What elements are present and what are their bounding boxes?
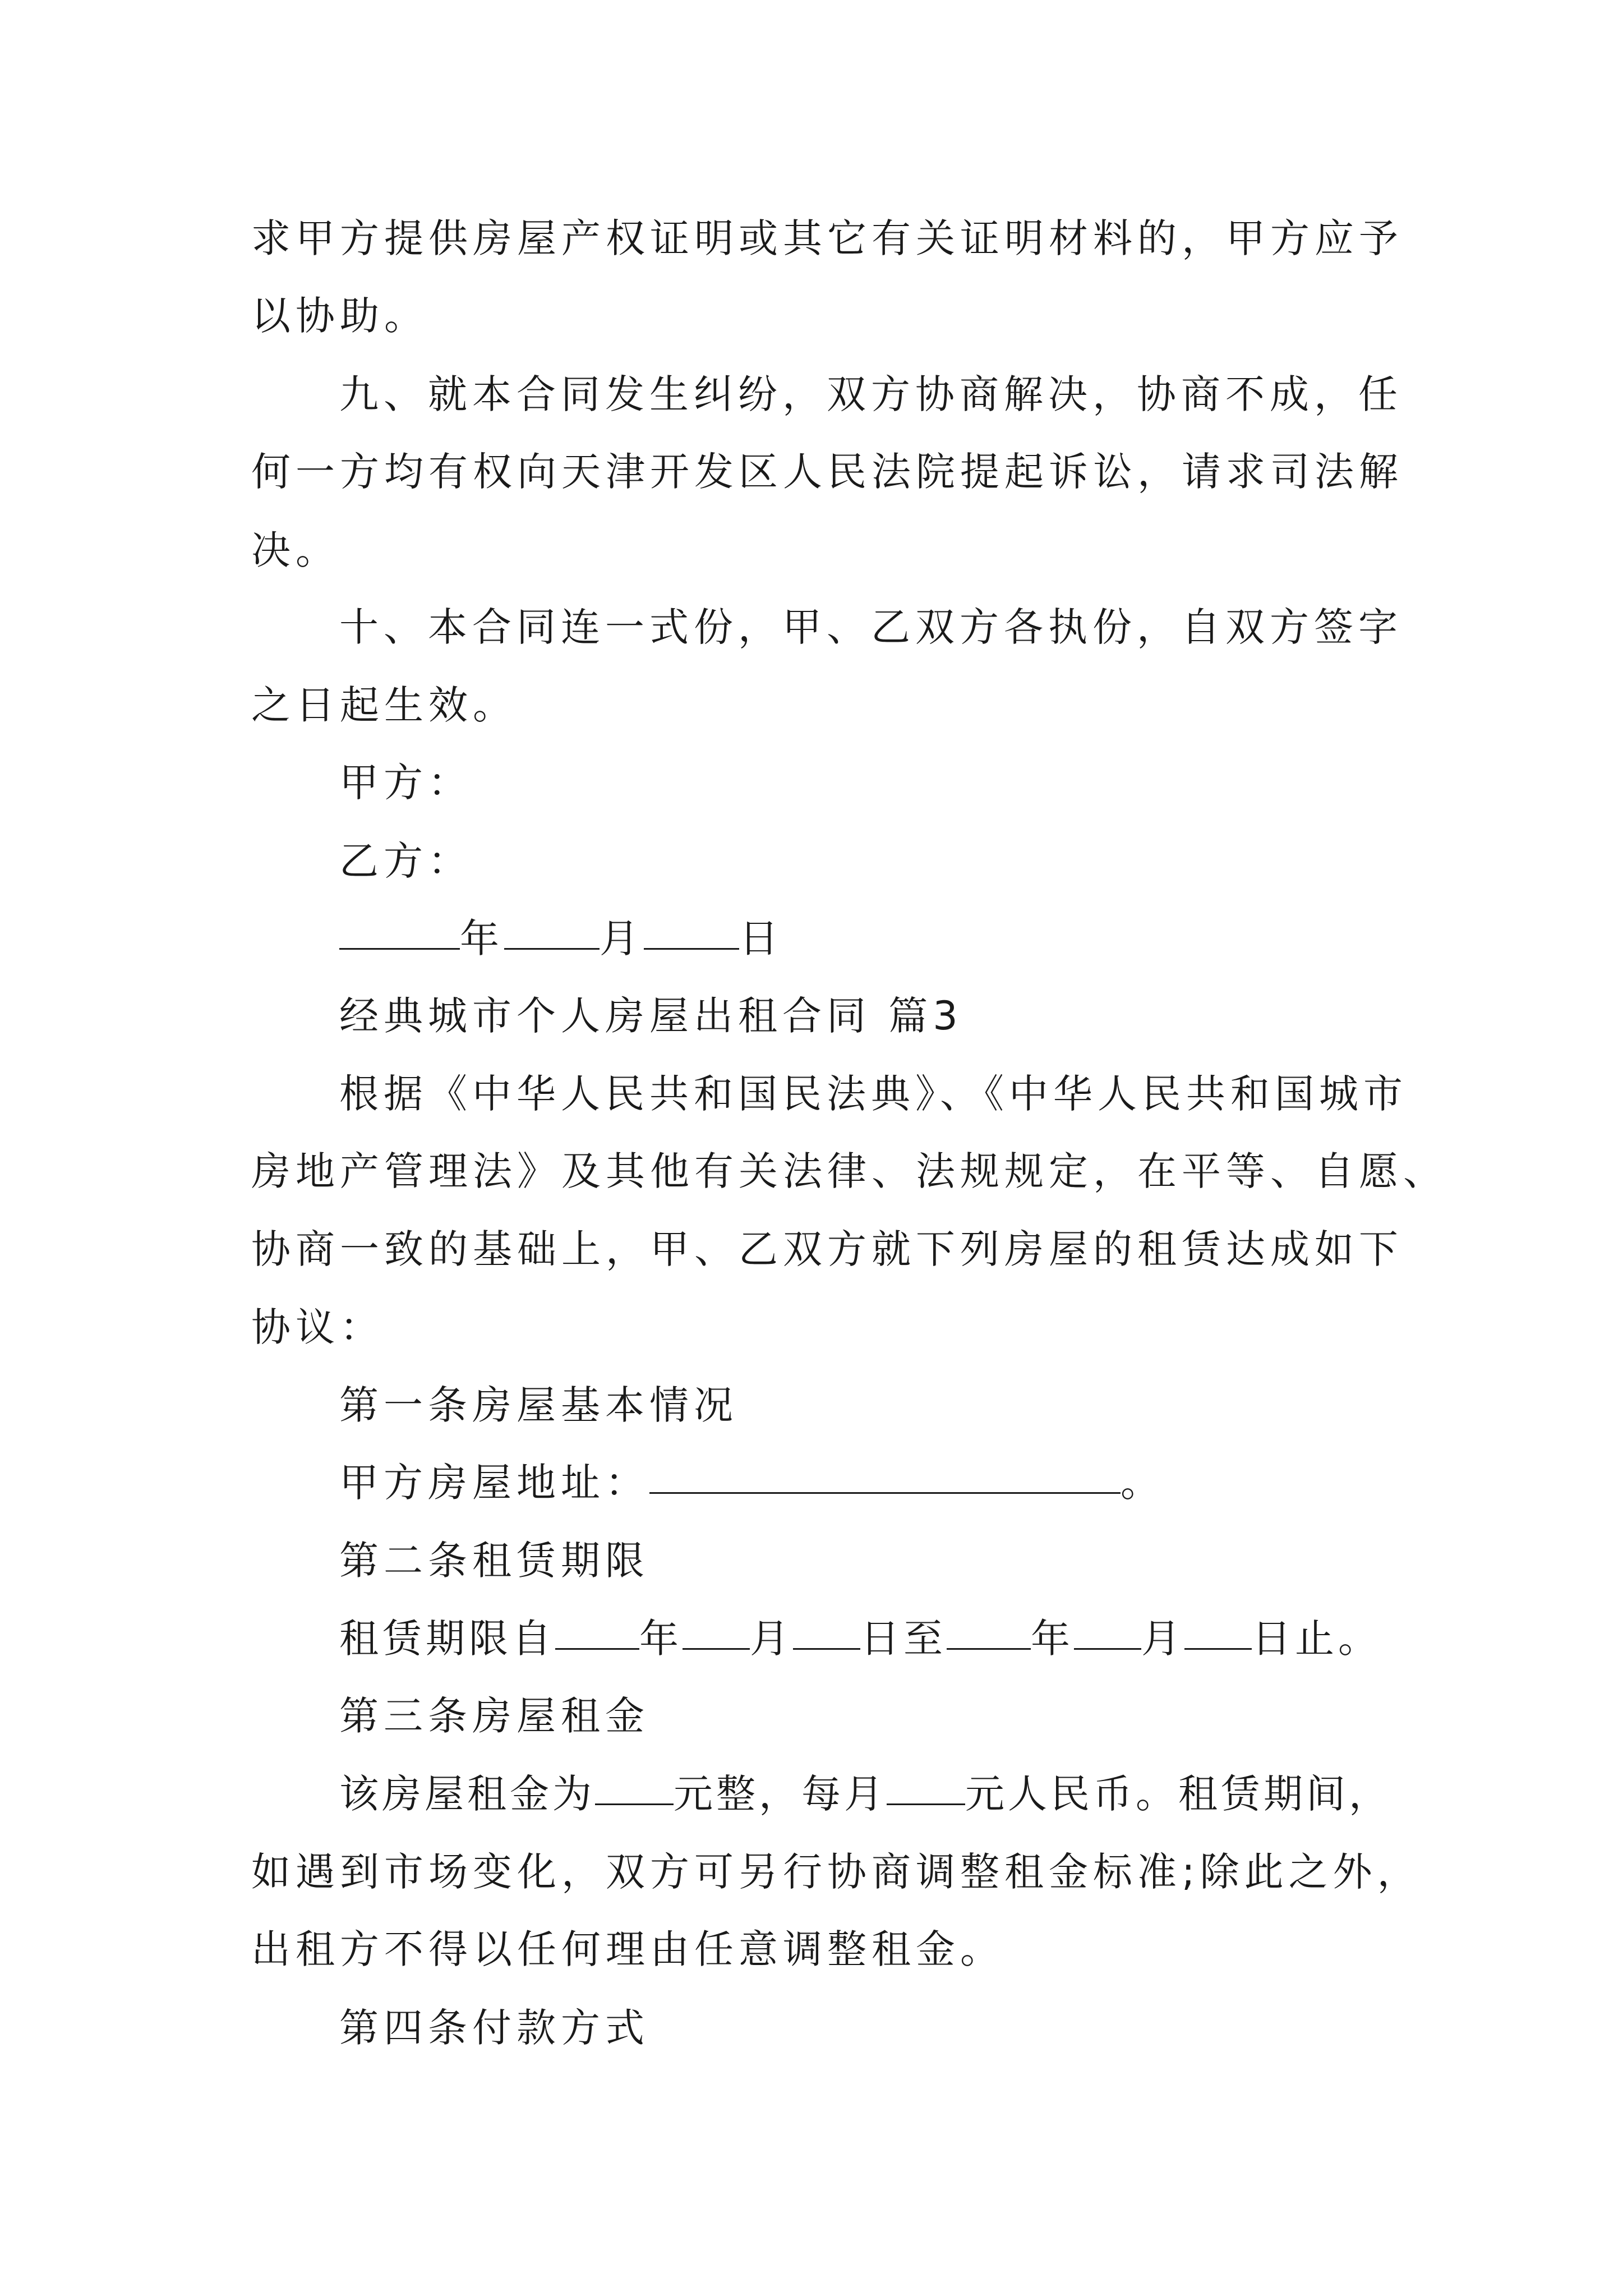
end-day-blank: [1184, 1613, 1252, 1650]
paragraph-line: 以协助。: [251, 293, 428, 339]
year-blank: [339, 913, 460, 950]
day-label: 日: [739, 915, 783, 961]
clause-ten-line: 十、本合同连一式份，甲、乙双方各执份，自双方签字: [339, 604, 1403, 650]
term-month-label: 月: [750, 1616, 793, 1662]
address-line: [339, 1457, 1165, 1508]
paragraph-line: 房地产管理法》及其他有关法律、法规规定，在平等、自愿、: [251, 1148, 1447, 1194]
rent-monthly-blank: [887, 1769, 965, 1805]
address-blank: [649, 1457, 1121, 1494]
term-end-label: 日止。: [1252, 1616, 1381, 1662]
paragraph-line: 协议：: [251, 1304, 384, 1350]
start-month-blank: [683, 1613, 750, 1650]
section-heading: 经典城市个人房屋出租合同 篇3: [339, 993, 963, 1039]
start-year-blank: [555, 1613, 639, 1650]
article-one-heading: 第一条房屋基本情况: [339, 1382, 738, 1428]
address-label: 甲方房屋地址：: [339, 1460, 649, 1506]
end-month-blank: [1074, 1613, 1141, 1650]
address-period: 。: [1121, 1460, 1165, 1506]
paragraph-line: 协商一致的基础上，甲、乙双方就下列房屋的租赁达成如下: [251, 1226, 1403, 1272]
rent-total-blank: [595, 1769, 674, 1805]
paragraph-line: 之日起生效。: [251, 682, 517, 728]
year-label: 年: [460, 915, 504, 961]
party-b-label: 乙方：: [339, 838, 472, 884]
article-three-heading: 第三条房屋租金: [339, 1693, 649, 1739]
rent-label: 该房屋租金为: [339, 1771, 595, 1817]
paragraph-line: 如遇到市场变化，双方可另行协商调整租金标准;除此之外，: [251, 1849, 1422, 1895]
month-label: 月: [600, 915, 644, 961]
article-four-heading: 第四条付款方式: [339, 2005, 649, 2051]
clause-nine-line: 九、就本合同发生纠纷，双方协商解决，协商不成，任: [339, 371, 1403, 417]
end-year-blank: [947, 1613, 1031, 1650]
paragraph-line: 出租方不得以任何理由任意调整租金。: [251, 1926, 1004, 1972]
paragraph-line: 求甲方提供房屋产权证明或其它有关证明材料的，甲方应予: [251, 215, 1403, 261]
rent-monthly-label: 元整，每月: [674, 1771, 887, 1817]
day-blank: [644, 913, 739, 950]
term-end-year-label: 年: [1031, 1616, 1074, 1662]
rent-line: [339, 1769, 1391, 1819]
paragraph-line: 何一方均有权向天津开发区人民法院提起诉讼，请求司法解: [251, 449, 1403, 495]
term-year-label: 年: [639, 1616, 683, 1662]
party-a-label: 甲方：: [339, 760, 472, 806]
paragraph-line: 决。: [251, 527, 340, 573]
paragraph-line: 根据《中华人民共和国民法典》、《中华人民共和国城市: [339, 1071, 1408, 1117]
term-to-label: 日至: [860, 1616, 947, 1662]
start-day-blank: [793, 1613, 860, 1650]
term-line: [339, 1613, 1381, 1664]
term-end-month-label: 月: [1141, 1616, 1184, 1662]
term-from-label: 租赁期限自: [339, 1616, 555, 1662]
month-blank: [504, 913, 600, 950]
signature-date-line: [339, 913, 783, 964]
article-two-heading: 第二条租赁期限: [339, 1538, 649, 1584]
rent-currency-label: 元人民币。租赁期间，: [965, 1771, 1391, 1817]
